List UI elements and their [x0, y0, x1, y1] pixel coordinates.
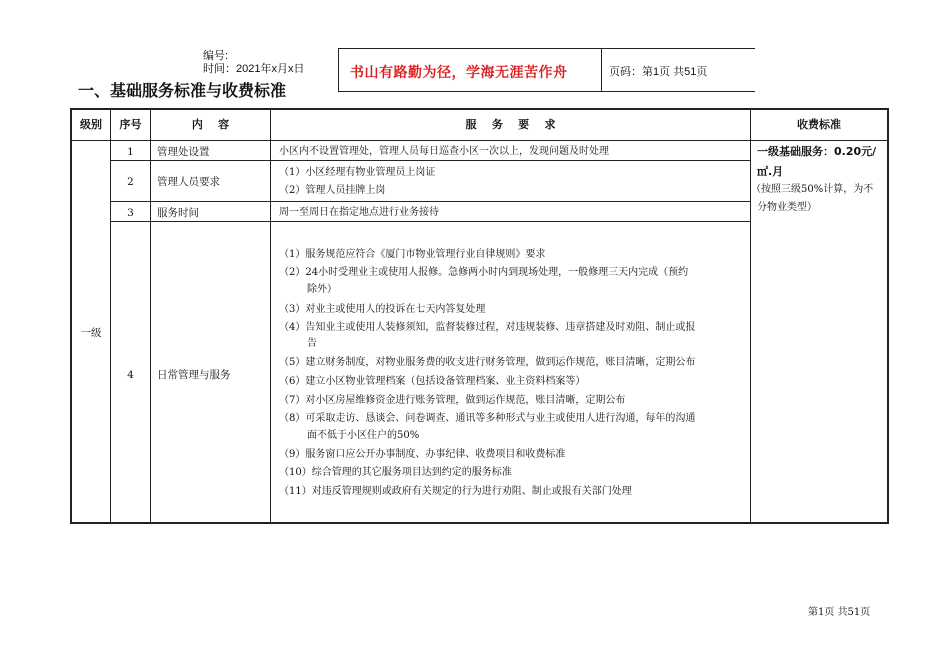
header-motto: 书山有路勤为径，学海无涯苦作舟 — [350, 65, 568, 81]
row2-requirement-1: （1）小区经理有物业管理员上岗证 — [279, 167, 436, 178]
header-seq: 序号 — [119, 118, 142, 131]
row4-requirement-11: （11）对违反管理规则或政府有关规定的行为进行劝阻、制止或报有关部门处理 — [279, 486, 632, 497]
header-bottom-line — [338, 91, 755, 92]
row4-requirement-1: （1）服务规范应符合《厦门市物业管理行业自律规则》要求 — [279, 249, 546, 260]
row4-requirement-10: （10）综合管理的其它服务项目达到约定的服务标准 — [279, 467, 512, 478]
table-right-border — [887, 108, 889, 524]
row4-requirement-7: （7）对小区房屋维修资金进行账务管理，做到运作规范，账目清晰，定期公布 — [279, 395, 626, 406]
table-bottom-border — [70, 522, 889, 524]
row2-requirement-2: （2）管理人员挂牌上岗 — [279, 185, 386, 196]
row4-requirement-4: （4）告知业主或使用人装修须知，监督装修过程，对违规装修、违章搭建及时劝阻、制止或报 — [279, 322, 696, 333]
row4-requirement-8-cont: 面不低于小区住户的50% — [307, 430, 420, 441]
row1-content: 管理处设置 — [157, 146, 210, 158]
header-top-line — [338, 48, 755, 49]
row4-requirement-9: （9）服务窗口应公开办事制度、办事纪律、收费项目和收费标准 — [279, 449, 566, 460]
document-time-label: 时间：2021年x月x日 — [203, 63, 305, 75]
header-level: 级别 — [80, 118, 102, 131]
row4-seq: 4 — [127, 369, 134, 381]
fee-standard-line-1: 一级基础服务：0.20元/ — [757, 145, 877, 158]
row4-requirement-2-cont: 除外） — [307, 284, 337, 295]
row4-requirement-5: （5）建立财务制度，对物业服务费的收支进行财务管理，做到运作规范，账目清晰，定期公布 — [279, 357, 696, 368]
row4-requirement-8: （8）可采取走访、恳谈会、问卷调查、通讯等多种形式与业主或使用人进行沟通，每年的沟通 — [279, 413, 696, 424]
row2-seq: 2 — [127, 176, 134, 188]
level-cell: 一级 — [80, 327, 102, 339]
row1-requirement: 小区内不设置管理处，管理人员每日巡查小区一次以上，发现问题及时处理 — [279, 146, 609, 157]
row1-seq: 1 — [127, 146, 134, 158]
fee-standard-line-2: ㎡.月 — [757, 165, 784, 178]
header-content: 内 容 — [191, 118, 230, 131]
fee-note-line-2: 分物业类型） — [757, 202, 817, 213]
footer-page-number: 第1页 共51页 — [808, 607, 871, 618]
row4-requirement-6: （6）建立小区物业管理档案（包括设备管理档案、业主资料档案等） — [279, 376, 586, 387]
row4-requirement-4-cont: 告 — [307, 338, 317, 349]
row4-content: 日常管理与服务 — [157, 369, 231, 381]
header-divider-right — [601, 48, 602, 92]
col-req-divider — [750, 108, 751, 524]
row4-requirement-3: （3）对业主或使用人的投诉在七天内答复处理 — [279, 304, 486, 315]
table-left-border — [70, 108, 72, 524]
col-level-divider — [110, 108, 111, 524]
header-divider-left — [338, 48, 339, 92]
table-top-border — [70, 108, 889, 110]
row1-bottom-line — [110, 160, 750, 161]
header-requirements: 服 务 要 求 — [465, 118, 556, 131]
col-seq-divider — [150, 108, 151, 524]
page-title: 一、基础服务标准与收费标准 — [78, 81, 287, 100]
fee-note-line-1: （按照三级50%计算，为不 — [751, 184, 874, 195]
row2-bottom-line — [110, 201, 750, 202]
header-fee: 收费标准 — [797, 118, 841, 131]
row3-bottom-line — [110, 221, 750, 222]
row3-requirement: 周一至周日在指定地点进行业务接待 — [279, 207, 439, 218]
row3-seq: 3 — [127, 207, 134, 219]
document-number-label: 编号: — [203, 50, 229, 62]
row3-content: 服务时间 — [157, 207, 199, 219]
row4-requirement-2: （2）24小时受理业主或使用人报修。急修两小时内到现场处理，一般修理三天内完成（预约 — [279, 267, 689, 278]
header-page-label: 页码：第1页 共51页 — [609, 66, 708, 78]
row2-content: 管理人员要求 — [157, 176, 220, 188]
table-header-divider — [70, 140, 889, 141]
col-content-divider — [270, 108, 271, 524]
